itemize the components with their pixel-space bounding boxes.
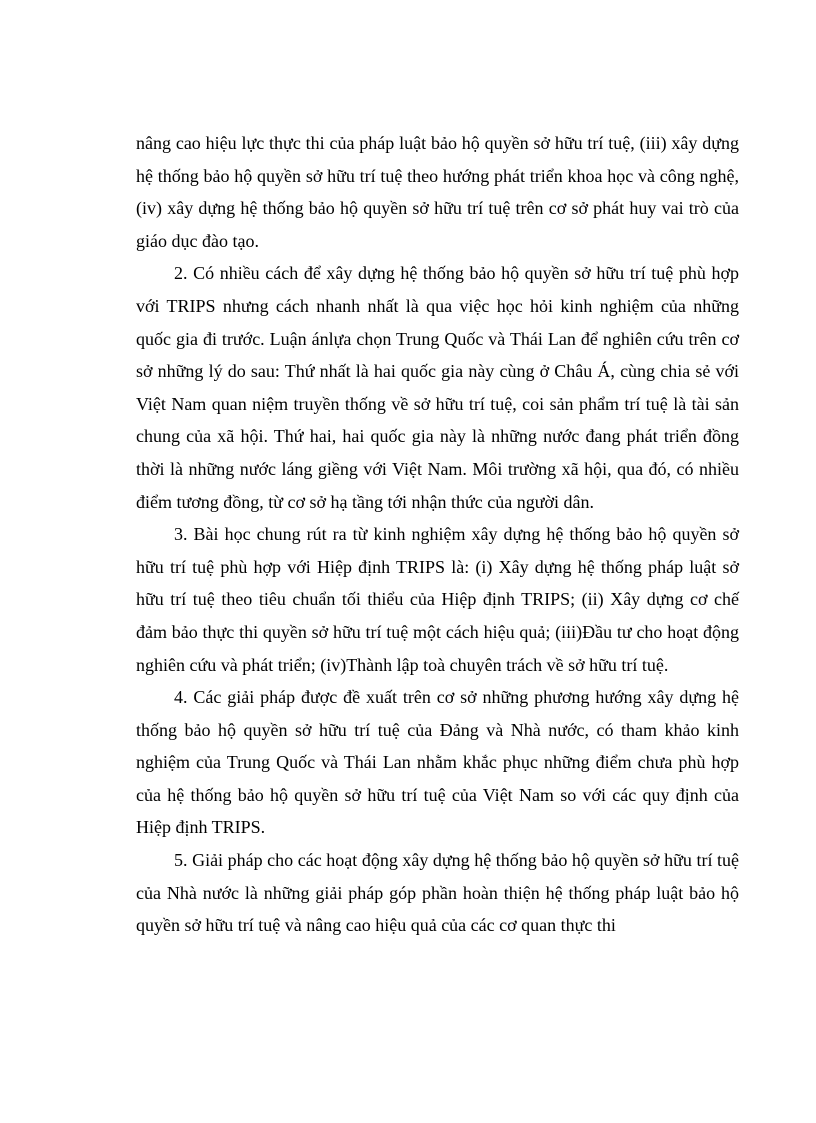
body-text xyxy=(136,127,739,942)
paragraph-item-5: 5. Giải pháp cho các hoạt động xây dựng hệ thống bảo hộ quyền sở hữu trí tuệ của Nhà nước là những giải pháp góp phần hoàn thiện hệ thống pháp luật bảo hộ quyền sở hữu trí tuệ và nâng cao hiệu quả của các cơ quan thực thi xyxy=(136,850,739,936)
paragraph-item-4: 4. Các giải pháp được đề xuất trên cơ sở những phương hướng xây dựng hệ thống bảo hộ quyền sở hữu trí tuệ của Đảng và Nhà nước, có tham khảo kinh nghiệm của Trung Quốc và Thái Lan nhằm khắc phục những điểm chưa phù hợp của hệ thống bảo hộ quyền sở hữu trí tuệ của Việt Nam so với các quy định của Hiệp định TRIPS. xyxy=(136,687,739,838)
paragraph-item-3: 3. Bài học chung rút ra từ kinh nghiệm xây dựng hệ thống bảo hộ quyền sở hữu trí tuệ phù hợp với Hiệp định TRIPS là: (i) Xây dựng hệ thống pháp luật sở hữu trí tuệ theo tiêu chuẩn tối thiểu của Hiệp định TRIPS; (ii) Xây dựng cơ chế đảm bảo thực thi quyền sở hữu trí tuệ một cách hiệu quả; (iii)Đầu tư cho hoạt động nghiên cứu và phát triển; (iv)Thành lập toà chuyên trách về sở hữu trí tuệ. xyxy=(136,524,739,675)
paragraph-item-2: 2. Có nhiều cách để xây dựng hệ thống bảo hộ quyền sở hữu trí tuệ phù hợp với TRIPS nhưng cách nhanh nhất là qua việc học hỏi kinh nghiệm của những quốc gia đi trước. Luận ánlựa chọn Trung Quốc và Thái Lan để nghiên cứu trên cơ sở những lý do sau: Thứ nhất là hai quốc gia này cùng ở Châu Á, cùng chia sẻ với Việt Nam quan niệm truyền thống về sở hữu trí tuệ, coi sản phẩm trí tuệ là tài sản chung của xã hội. Thứ hai, hai quốc gia này là những nước đang phát triển đồng thời là những nước láng giềng với Việt Nam. Môi trường xã hội, qua đó, có nhiều điểm tương đồng, từ cơ sở hạ tầng tới nhận thức của người dân. xyxy=(136,263,739,512)
paragraph-continuation: nâng cao hiệu lực thực thi của pháp luật bảo hộ quyền sở hữu trí tuệ, (iii) xây dựng hệ thống bảo hộ quyền sở hữu trí tuệ theo hướng phát triển khoa học và công nghệ, (iv) xây dựng hệ thống bảo hộ quyền sở hữu trí tuệ trên cơ sở phát huy vai trò của giáo dục đào tạo. xyxy=(136,133,739,251)
